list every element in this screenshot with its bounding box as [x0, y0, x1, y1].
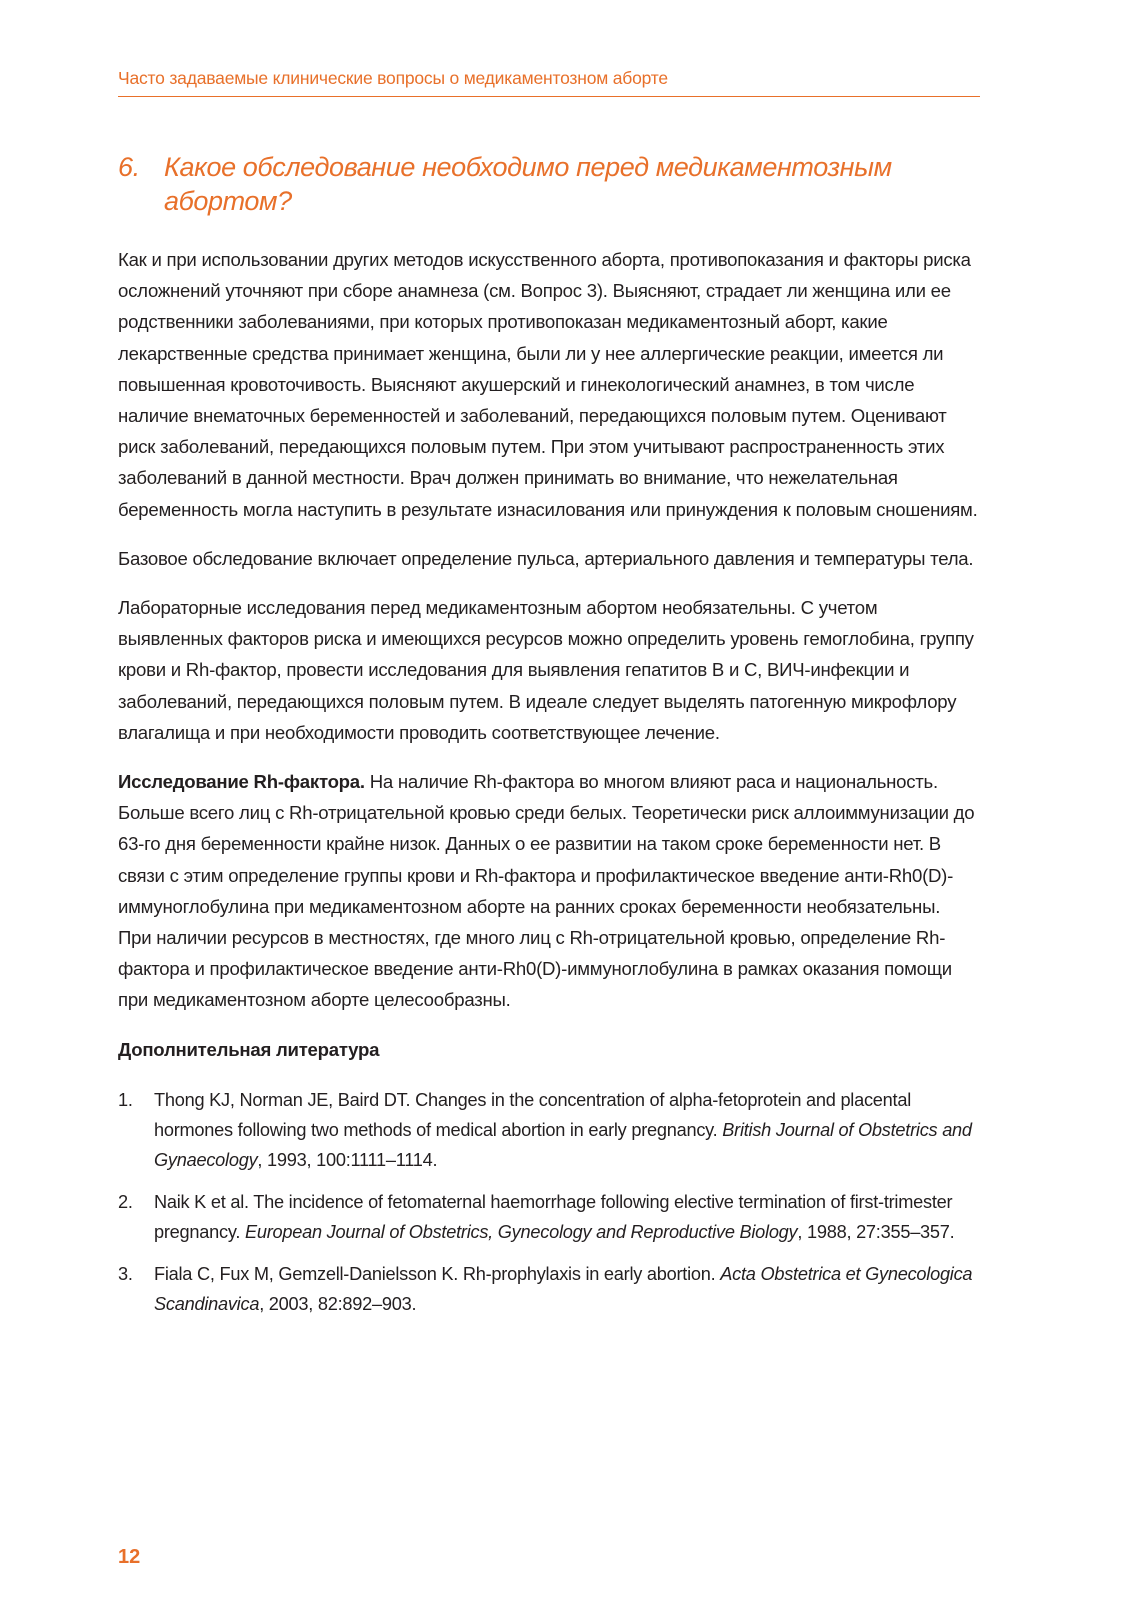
paragraph-history: Как и при использовании других методов искусственного аборта, противопоказания и факторы риска осложнений уточняют при сборе анамнеза (см. Вопрос 3). Выясняют, страдает ли женщина или ее родственники заболеваниями, при которых противопоказан медикаментозный аборт, какие лекарственные средства принимает женщина, были ли у нее аллергические реакции, имеется ли повышенная кровоточивость. Выясняют акушерский и гинекологический анамнез, в том числе наличие внематочных беременностей и заболеваний, передающихся половым путем. Оценивают риск заболеваний, передающихся половым путем. При этом учитывают распространенность этих заболеваний в данной местности. Врач должен принимать во внимание, что нежелательная беременность могла наступить в результате изнасилования или принуждения к половым сношениям. [118, 249, 978, 520]
reference-journal: Acta Obstetrica et Gynecologica Scandinavica [154, 1263, 973, 1314]
reference-authors: Fiala C, Fux M, Gemzell-Danielsson K. Rh-prophylaxis in early abortion. [154, 1263, 721, 1284]
reference-details: , 1993, 100:1111–1114. [257, 1149, 438, 1170]
reference-details: , 1988, 27:355–357. [797, 1221, 955, 1242]
question-title: Какое обследование необходимо перед медикаментозным абортом? [164, 152, 892, 216]
question-number: 6. [118, 152, 140, 182]
reference-item [118, 1187, 978, 1247]
references-title: Дополнительная литература [118, 1038, 380, 1060]
main-body [118, 244, 978, 1331]
page-number: 12 [118, 1546, 141, 1568]
reference-number: 3. [118, 1263, 133, 1284]
reference-journal: European Journal of Obstetrics, Gynecology and Reproductive Biology [244, 1221, 798, 1242]
reference-item [118, 1259, 978, 1319]
rh-lead: Исследование Rh-фактора. [118, 771, 365, 793]
reference-authors: Naik K et al. The incidence of fetomaternal haemorrhage following elective termination of first-trimester pregnancy. [154, 1191, 953, 1242]
paragraph-rh-factor [118, 766, 978, 1016]
reference-journal: British Journal of Obstetrics and Gynaecology [154, 1119, 972, 1170]
running-head: Часто задаваемые клинические вопросы о медикаментозном аборте [118, 68, 980, 97]
rh-text: На наличие Rh-фактора во многом влияют раса и национальность. Больше всего лиц с Rh-отрицательной кровью среди белых. Теоретически риск аллоиммунизации до 63-го дня беременности крайне низок. Данных о ее развитии на таком сроке беременности нет. В связи с этим определение группы крови и Rh-фактора и профилактическое введение анти-Rh0(D)-иммуноглобулина при медикаментозном аборте на ранних сроках беременности необязательны. При наличии ресурсов в местностях, где много лиц с Rh-отрицательной кровью, определение Rh-фактора и профилактическое введение анти-Rh0(D)-иммуноглобулина в рамках оказания помощи при медикаментозном аборте целесообразны. [118, 771, 975, 1011]
references-list [118, 1085, 978, 1319]
reference-authors: Thong KJ, Norman JE, Baird DT. Changes in the concentration of alpha-fetoprotein and placental hormones following two methods of medical abortion in early pregnancy. [154, 1089, 911, 1140]
paragraph-basic-exam: Базовое обследование включает определение пульса, артериального давления и температуры тела. [118, 547, 974, 569]
paragraph-lab-tests: Лабораторные исследования перед медикаментозным абортом необязательны. С учетом выявленных факторов риска и имеющихся ресурсов можно определить уровень гемоглобина, группу крови и Rh-фактор, провести исследования для выявления гепатитов В и С, ВИЧ-инфекции и заболеваний, передающихся половым путем. В идеале следует выделять патогенную микрофлору влагалища и при необходимости проводить соответствующее лечение. [118, 597, 974, 743]
reference-details: , 2003, 82:892–903. [259, 1293, 417, 1314]
question-heading [118, 150, 938, 218]
reference-number: 1. [118, 1089, 133, 1110]
reference-number: 2. [118, 1191, 133, 1212]
reference-item [118, 1085, 978, 1175]
